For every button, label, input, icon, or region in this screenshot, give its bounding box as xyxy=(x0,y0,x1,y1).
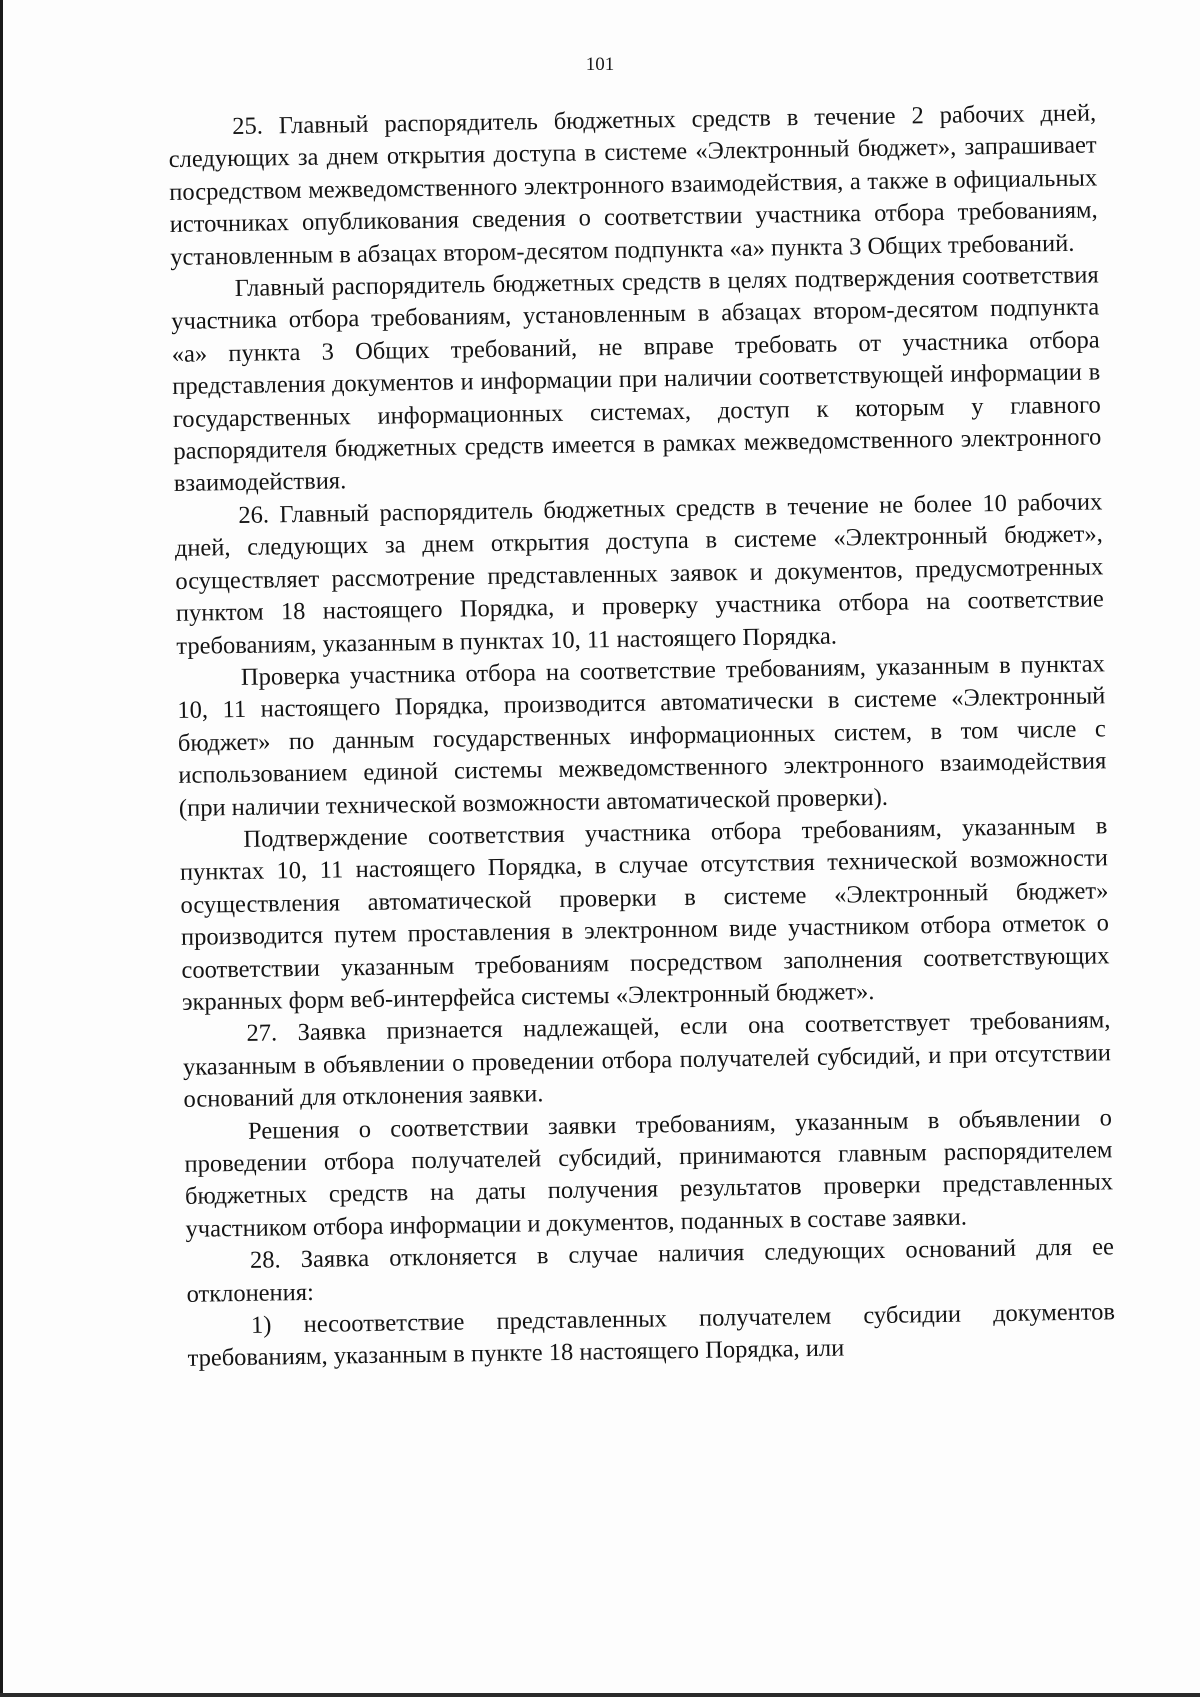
paragraph-26-check: Проверка участника отбора на соответствие требованиям, указанным в пунктах 10, 11 настоящего Порядка, производится автоматически в системе «Электронный бюджет» по данным государственных информационных систем, в том числе с использованием единой системы межведомственного электронного взаимодействия (при наличии технической возможности автоматической проверки). xyxy=(177,650,1107,822)
paragraph-27-decisions: Решения о соответствии заявки требованиям, указанным в объявлении о проведении отбора получателей субсидий, принимаются главным распорядителем бюджетных средств на даты получения результатов проверки представленных участником отбора информации и документов, поданных в составе заявки. xyxy=(184,1103,1114,1243)
paragraph-26-confirmation: Подтверждение соответствия участника отбора требованиям, указанным в пунктах 10, 11 настоящего Порядка, в случае отсутствия технической возможности осуществления автоматической проверки в системе «Электронный бюджет» производится путем проставления в электронном виде участником отбора отметок о соответствии указанным требованиям посредством заполнения соответствующих экранных форм веб-интерфейса системы «Электронный бюджет». xyxy=(179,812,1110,1016)
page-number: 101 xyxy=(585,54,615,75)
scan-bottom-edge xyxy=(0,1693,1200,1697)
paragraph-27: 27. Заявка признается надлежащей, если она соответствует требованиям, указанным в объявлении о проведении отбора получателей субсидий, и при отсутствии оснований для отклонения заявки. xyxy=(182,1006,1112,1114)
paragraph-28-item-1: 1) несоответствие представленных получателем субсидии документов требованиям, указанным в пункте 18 настоящего Порядка, или xyxy=(187,1298,1116,1373)
paragraph-25-continued: Главный распорядитель бюджетных средств в целях подтверждения соответствия участника отбора требованиям, установленным в абзацах втором-десятом подпункта «а» пункта 3 Общих требований, не вправе требовать от участника отбора представления документов и информации при наличии соответствующей информации в государственных информационных системах, доступ к которым у главного распорядителя бюджетных средств имеется в рамках межведомственного электронного взаимодействия. xyxy=(171,261,1102,498)
paragraph-28: 28. Заявка отклоняется в случае наличия следующих оснований для ее отклонения: xyxy=(186,1233,1115,1308)
scan-left-edge xyxy=(0,0,3,1697)
document-body xyxy=(168,97,1116,1375)
paragraph-25: 25. Главный распорядитель бюджетных средств в течение 2 рабочих дней, следующих за днем открытия доступа в системе «Электронный бюджет», запрашивает посредством межведомственного электронного взаимодействия, а также в официальных источниках опубликования сведения о соответствии участника отбора требованиям, установленным в абзацах втором-десятом подпункта «а» пункта 3 Общих требований. xyxy=(168,99,1098,271)
paragraph-26: 26. Главный распорядитель бюджетных средств в течение не более 10 рабочих дней, следующих за днем открытия доступа в системе «Электронный бюджет», осуществляет рассмотрение представленных заявок и документов, предусмотренных пунктом 18 настоящего Порядка, и проверку участника отбора на соответствие требованиям, указанным в пунктах 10, 11 настоящего Порядка. xyxy=(174,488,1104,660)
